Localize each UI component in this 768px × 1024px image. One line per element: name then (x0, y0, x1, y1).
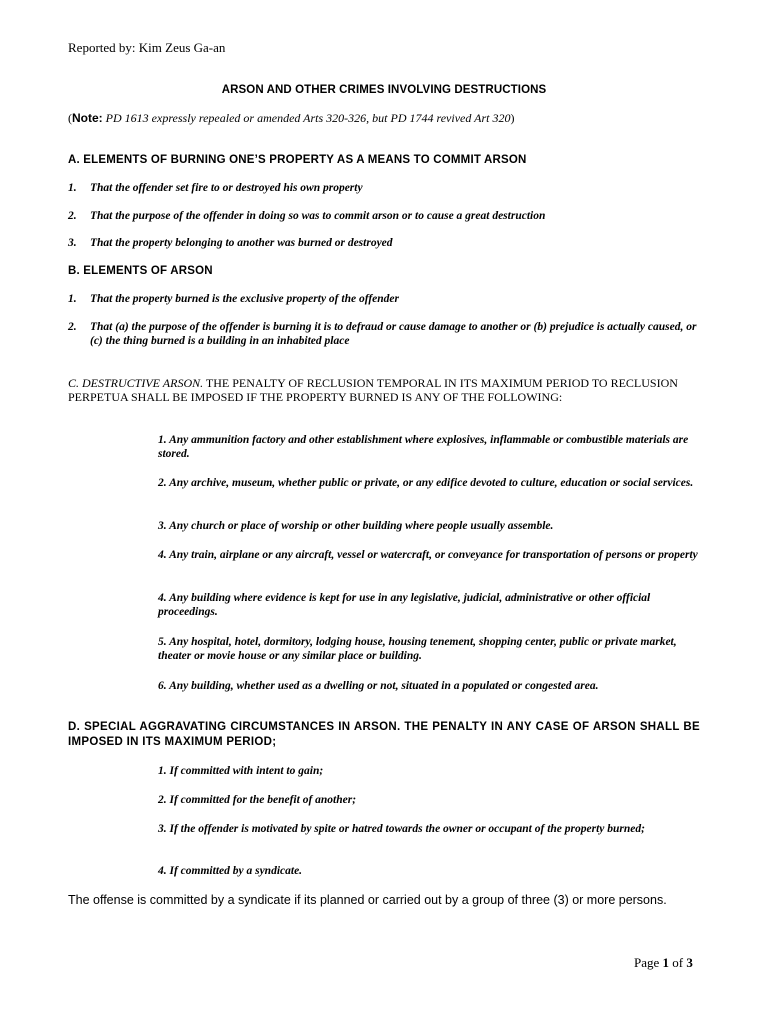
page-number (634, 955, 693, 971)
item-text: That the property burned is the exclusive property of the offender (90, 293, 399, 305)
section-c-item: 4. Any building where evidence is kept for use in any legislative, judicial, administrative or other official proceedings. (158, 592, 651, 618)
section-c-item: 3. Any church or place of worship or other building where people usually assemble. (158, 520, 554, 532)
section-a-item (68, 236, 708, 250)
page-total: 3 (686, 955, 693, 970)
section-d-item: 4. If committed by a syndicate. (158, 865, 303, 877)
section-b-heading: B. ELEMENTS OF ARSON (68, 265, 213, 277)
item-text: That the purpose of the offender in doing so was to commit arson or to cause a great destruction (90, 210, 546, 222)
section-c-item: 2. Any archive, museum, whether public or private, or any edifice devoted to culture, education or social services. (158, 477, 694, 489)
item-text: That the offender set fire to or destroyed his own property (90, 182, 363, 194)
section-a-item (68, 209, 708, 223)
section-a-heading: A. ELEMENTS OF BURNING ONE’S PROPERTY AS A MEANS TO COMMIT ARSON (68, 154, 527, 166)
page-middle: of (669, 955, 687, 970)
section-c-lead: C. DESTRUCTIVE ARSON. (68, 376, 204, 390)
section-c-paragraph (68, 376, 688, 404)
note-line (68, 111, 515, 126)
note-label: Note: (72, 111, 103, 125)
note-close-paren: ) (510, 111, 515, 125)
item-text: That (a) the purpose of the offender is burning it is to defraud or cause damage to another or (b) prejudice is actually caused, or (c) the thing burned is a building in an inhabited place (90, 321, 697, 347)
item-number: 2. (68, 210, 77, 222)
note-open-paren: ( (68, 111, 72, 125)
closing-paragraph: The offense is committed by a syndicate if its planned or carried out by a group of three (3) or more persons. (68, 893, 667, 907)
section-d-paragraph: D. SPECIAL AGGRAVATING CIRCUMSTANCES IN ARSON. THE PENALTY IN ANY CASE OF ARSON SHALL BE IMPOSED IN ITS MAXIMUM PERIOD; (68, 721, 700, 748)
note-text: PD 1613 expressly repealed or amended Arts 320-326, but PD 1744 revived Art 320 (102, 111, 511, 125)
section-d-item: 1. If committed with intent to gain; (158, 765, 324, 777)
item-number: 3. (68, 237, 77, 249)
section-c-item: 4. Any train, airplane or any aircraft, vessel or watercraft, or conveyance for transportation of persons or property (158, 549, 698, 561)
section-c-item: 5. Any hospital, hotel, dormitory, lodging house, housing tenement, shopping center, public or private market, theater or movie house or any similar place or building. (158, 636, 677, 662)
section-d-item: 3. If the offender is motivated by spite or hatred towards the owner or occupant of the property burned; (158, 823, 645, 835)
item-number: 2. (68, 321, 77, 333)
section-a-item (68, 181, 708, 195)
page-prefix: Page (634, 955, 663, 970)
item-number: 1. (68, 182, 77, 194)
item-text: That the property belonging to another was burned or destroyed (90, 237, 393, 249)
section-c-item: 1. Any ammunition factory and other establishment where explosives, inflammable or combustible materials are stored. (158, 434, 689, 460)
section-b-item (68, 320, 708, 348)
document-title: ARSON AND OTHER CRIMES INVOLVING DESTRUCTIONS (221, 84, 547, 96)
section-d-item: 2. If committed for the benefit of another; (158, 794, 357, 806)
item-number: 1. (68, 293, 77, 305)
page-current: 1 (662, 955, 670, 970)
section-c-text: THE PENALTY OF RECLUSION TEMPORAL IN ITS MAXIMUM PERIOD TO RECLUSION PERPETUA SHALL BE IMPOSED IF THE PROPERTY BURNED IS ANY OF THE FOLLOWING: (68, 376, 678, 404)
section-b-item (68, 292, 708, 306)
reporter-line: Reported by: Kim Zeus Ga-an (68, 40, 226, 55)
section-c-item: 6. Any building, whether used as a dwelling or not, situated in a populated or congested area. (158, 680, 599, 692)
